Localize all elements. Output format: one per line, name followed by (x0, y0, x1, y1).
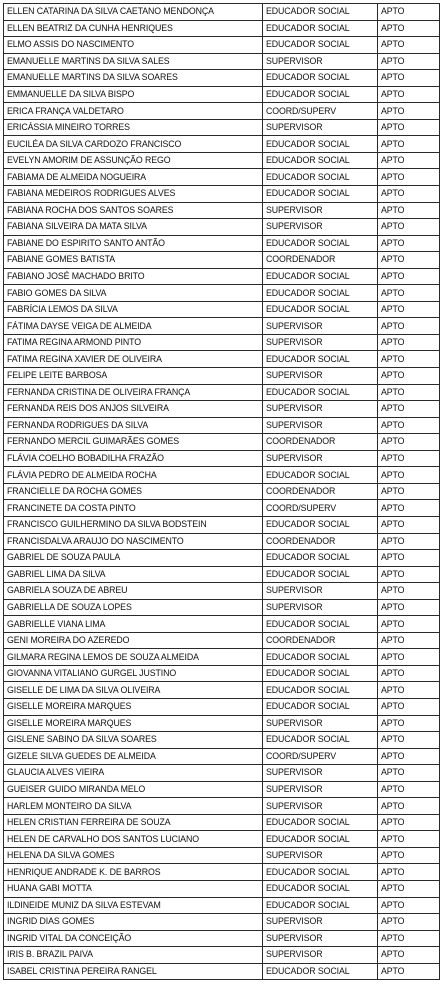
table-row (4, 533, 440, 550)
table-row (4, 252, 440, 269)
role-cell: SUPERVISOR (263, 368, 378, 385)
candidate-name-cell: FABIANE DO ESPIRITO SANTO ANTÃO (4, 235, 263, 252)
role-cell: EDUCADOR SOCIAL (263, 550, 378, 567)
status-cell: APTO (378, 847, 440, 864)
status-cell: APTO (378, 252, 440, 269)
table-row (4, 37, 440, 54)
role-cell: SUPERVISOR (263, 947, 378, 964)
status-cell: APTO (378, 235, 440, 252)
candidate-name-cell: GILMARA REGINA LEMOS DE SOUZA ALMEIDA (4, 649, 263, 666)
candidate-name-cell: FERNANDA REIS DOS ANJOS SILVEIRA (4, 401, 263, 418)
table-row (4, 318, 440, 335)
table-row (4, 583, 440, 600)
candidate-name-cell: EVELYN AMORIM DE ASSUNÇÃO REGO (4, 152, 263, 169)
candidate-name-cell: FABIO GOMES DA SILVA (4, 285, 263, 302)
role-cell: SUPERVISOR (263, 219, 378, 236)
status-cell: APTO (378, 765, 440, 782)
status-cell: APTO (378, 632, 440, 649)
status-cell: APTO (378, 516, 440, 533)
candidate-name-cell: GABRIEL LIMA DA SILVA (4, 566, 263, 583)
role-cell: EDUCADOR SOCIAL (263, 616, 378, 633)
status-cell: APTO (378, 152, 440, 169)
table-row (4, 384, 440, 401)
role-cell: EDUCADOR SOCIAL (263, 897, 378, 914)
status-cell: APTO (378, 351, 440, 368)
table-row (4, 781, 440, 798)
candidate-name-cell: FLÁVIA COELHO BOBADILHA FRAZÃO (4, 450, 263, 467)
status-cell: APTO (378, 417, 440, 434)
table-row (4, 682, 440, 699)
role-cell: SUPERVISOR (263, 401, 378, 418)
status-cell: APTO (378, 914, 440, 931)
candidate-name-cell: ERICA FRANÇA VALDETARO (4, 103, 263, 120)
role-cell: SUPERVISOR (263, 119, 378, 136)
role-cell: SUPERVISOR (263, 765, 378, 782)
candidate-name-cell: EUCILÉA DA SILVA CARDOZO FRANCISCO (4, 136, 263, 153)
role-cell: SUPERVISOR (263, 914, 378, 931)
candidate-name-cell: GIOVANNA VITALIANO GURGEL JUSTINO (4, 665, 263, 682)
candidate-name-cell: ELLEN CATARINA DA SILVA CAETANO MENDONÇA (4, 4, 263, 21)
status-cell: APTO (378, 20, 440, 37)
table-row (4, 930, 440, 947)
candidate-name-cell: HELENA DA SILVA GOMES (4, 847, 263, 864)
status-cell: APTO (378, 616, 440, 633)
status-cell: APTO (378, 483, 440, 500)
status-cell: APTO (378, 880, 440, 897)
candidate-name-cell: FABIAMA DE ALMEIDA NOGUEIRA (4, 169, 263, 186)
candidate-name-cell: ELLEN BEATRIZ DA CUNHA HENRIQUES (4, 20, 263, 37)
candidate-name-cell: FLÁVIA PEDRO DE ALMEIDA ROCHA (4, 467, 263, 484)
table-row (4, 963, 440, 980)
role-cell: COORD/SUPERV (263, 500, 378, 517)
candidate-name-cell: GIZELE SILVA GUEDES DE ALMEIDA (4, 748, 263, 765)
candidate-name-cell: INGRID VITAL DA CONCEIÇÃO (4, 930, 263, 947)
role-cell: SUPERVISOR (263, 417, 378, 434)
candidate-name-cell: FABIANA MEDEIROS RODRIGUES ALVES (4, 186, 263, 203)
table-row (4, 351, 440, 368)
status-cell: APTO (378, 318, 440, 335)
role-cell: EDUCADOR SOCIAL (263, 665, 378, 682)
status-cell: APTO (378, 831, 440, 848)
candidate-name-cell: GABRIELLE VIANA LIMA (4, 616, 263, 633)
candidate-name-cell: EMMANUELLE DA SILVA BISPO (4, 86, 263, 103)
candidate-name-cell: FABIANA SILVEIRA DA MATA SILVA (4, 219, 263, 236)
candidate-name-cell: ISABEL CRISTINA PEREIRA RANGEL (4, 963, 263, 980)
table-row (4, 235, 440, 252)
table-row (4, 500, 440, 517)
candidate-name-cell: FATIMA REGINA ARMOND PINTO (4, 334, 263, 351)
table-row (4, 649, 440, 666)
role-cell: COORDENADOR (263, 632, 378, 649)
role-cell: EDUCADOR SOCIAL (263, 814, 378, 831)
table-row (4, 119, 440, 136)
role-cell: EDUCADOR SOCIAL (263, 301, 378, 318)
table-row (4, 334, 440, 351)
table-row (4, 86, 440, 103)
status-cell: APTO (378, 450, 440, 467)
candidate-name-cell: FELIPE LEITE BARBOSA (4, 368, 263, 385)
role-cell: EDUCADOR SOCIAL (263, 152, 378, 169)
status-cell: APTO (378, 665, 440, 682)
table-row (4, 483, 440, 500)
table-row (4, 516, 440, 533)
role-cell: EDUCADOR SOCIAL (263, 516, 378, 533)
table-row (4, 698, 440, 715)
status-cell: APTO (378, 368, 440, 385)
table-row (4, 20, 440, 37)
candidate-name-cell: FERNANDA CRISTINA DE OLIVEIRA FRANÇA (4, 384, 263, 401)
table-row (4, 417, 440, 434)
status-cell: APTO (378, 401, 440, 418)
table-row (4, 798, 440, 815)
candidate-name-cell: ILDINEIDE MUNIZ DA SILVA ESTEVAM (4, 897, 263, 914)
table-row (4, 566, 440, 583)
candidate-name-cell: FRANCINETE DA COSTA PINTO (4, 500, 263, 517)
candidate-name-cell: GISELLE MOREIRA MARQUES (4, 715, 263, 732)
role-cell: EDUCADOR SOCIAL (263, 169, 378, 186)
status-cell: APTO (378, 550, 440, 567)
status-cell: APTO (378, 533, 440, 550)
candidate-name-cell: FERNANDA RODRIGUES DA SILVA (4, 417, 263, 434)
candidate-name-cell: EMANUELLE MARTINS DA SILVA SALES (4, 53, 263, 70)
candidate-name-cell: FÁTIMA DAYSE VEIGA DE ALMEIDA (4, 318, 263, 335)
table-row (4, 715, 440, 732)
status-cell: APTO (378, 732, 440, 749)
role-cell: COORDENADOR (263, 533, 378, 550)
table-row (4, 368, 440, 385)
role-cell: SUPERVISOR (263, 930, 378, 947)
table-row (4, 136, 440, 153)
role-cell: EDUCADOR SOCIAL (263, 682, 378, 699)
table-row (4, 103, 440, 120)
candidate-name-cell: GISLENE SABINO DA SILVA SOARES (4, 732, 263, 749)
role-cell: SUPERVISOR (263, 599, 378, 616)
role-cell: EDUCADOR SOCIAL (263, 136, 378, 153)
candidate-name-cell: ERICÁSSIA MINEIRO TORRES (4, 119, 263, 136)
candidate-name-cell: FABIANE GOMES BATISTA (4, 252, 263, 269)
role-cell: EDUCADOR SOCIAL (263, 268, 378, 285)
candidate-name-cell: FABRÍCIA LEMOS DA SILVA (4, 301, 263, 318)
role-cell: SUPERVISOR (263, 798, 378, 815)
status-cell: APTO (378, 649, 440, 666)
candidate-name-cell: HENRIQUE ANDRADE K. DE BARROS (4, 864, 263, 881)
table-row (4, 765, 440, 782)
role-cell: COORDENADOR (263, 483, 378, 500)
role-cell: EDUCADOR SOCIAL (263, 467, 378, 484)
candidates-table (3, 3, 440, 980)
status-cell: APTO (378, 37, 440, 54)
status-cell: APTO (378, 334, 440, 351)
status-cell: APTO (378, 136, 440, 153)
table-row (4, 53, 440, 70)
status-cell: APTO (378, 268, 440, 285)
role-cell: EDUCADOR SOCIAL (263, 86, 378, 103)
role-cell: EDUCADOR SOCIAL (263, 864, 378, 881)
role-cell: EDUCADOR SOCIAL (263, 698, 378, 715)
table-row (4, 186, 440, 203)
role-cell: EDUCADOR SOCIAL (263, 732, 378, 749)
status-cell: APTO (378, 500, 440, 517)
role-cell: EDUCADOR SOCIAL (263, 831, 378, 848)
status-cell: APTO (378, 384, 440, 401)
candidate-name-cell: GABRIELA SOUZA DE ABREU (4, 583, 263, 600)
table-row (4, 880, 440, 897)
status-cell: APTO (378, 219, 440, 236)
role-cell: SUPERVISOR (263, 53, 378, 70)
table-row (4, 202, 440, 219)
status-cell: APTO (378, 963, 440, 980)
status-cell: APTO (378, 86, 440, 103)
role-cell: SUPERVISOR (263, 715, 378, 732)
role-cell: SUPERVISOR (263, 450, 378, 467)
role-cell: EDUCADOR SOCIAL (263, 963, 378, 980)
table-row (4, 4, 440, 21)
role-cell: EDUCADOR SOCIAL (263, 37, 378, 54)
table-row (4, 665, 440, 682)
status-cell: APTO (378, 434, 440, 451)
status-cell: APTO (378, 864, 440, 881)
role-cell: EDUCADOR SOCIAL (263, 880, 378, 897)
status-cell: APTO (378, 930, 440, 947)
table-row (4, 301, 440, 318)
status-cell: APTO (378, 467, 440, 484)
role-cell: COORD/SUPERV (263, 103, 378, 120)
table-row (4, 616, 440, 633)
role-cell: COORDENADOR (263, 252, 378, 269)
status-cell: APTO (378, 53, 440, 70)
table-row (4, 897, 440, 914)
status-cell: APTO (378, 682, 440, 699)
table-row (4, 450, 440, 467)
role-cell: SUPERVISOR (263, 583, 378, 600)
table-row (4, 152, 440, 169)
table-row (4, 914, 440, 931)
status-cell: APTO (378, 715, 440, 732)
role-cell: SUPERVISOR (263, 202, 378, 219)
status-cell: APTO (378, 897, 440, 914)
candidate-name-cell: FABIANA ROCHA DOS SANTOS SOARES (4, 202, 263, 219)
role-cell: EDUCADOR SOCIAL (263, 351, 378, 368)
table-row (4, 864, 440, 881)
role-cell: SUPERVISOR (263, 781, 378, 798)
role-cell: EDUCADOR SOCIAL (263, 186, 378, 203)
role-cell: COORD/SUPERV (263, 748, 378, 765)
status-cell: APTO (378, 566, 440, 583)
role-cell: SUPERVISOR (263, 318, 378, 335)
candidate-name-cell: EMANUELLE MARTINS DA SILVA SOARES (4, 70, 263, 87)
table-row (4, 285, 440, 302)
role-cell: EDUCADOR SOCIAL (263, 70, 378, 87)
table-row (4, 748, 440, 765)
candidate-name-cell: FRANCIELLE DA ROCHA GOMES (4, 483, 263, 500)
table-row (4, 947, 440, 964)
candidate-name-cell: HARLEM MONTEIRO DA SILVA (4, 798, 263, 815)
candidate-name-cell: GISELLE MOREIRA MARQUES (4, 698, 263, 715)
table-row (4, 831, 440, 848)
candidate-name-cell: FERNANDO MERCIL GUIMARÃES GOMES (4, 434, 263, 451)
candidate-name-cell: GLAUCIA ALVES VIEIRA (4, 765, 263, 782)
candidate-name-cell: HUANA GABI MOTTA (4, 880, 263, 897)
role-cell: EDUCADOR SOCIAL (263, 649, 378, 666)
candidate-name-cell: IRIS B. BRAZIL PAIVA (4, 947, 263, 964)
candidate-name-cell: GUEISER GUIDO MIRANDA MELO (4, 781, 263, 798)
role-cell: EDUCADOR SOCIAL (263, 20, 378, 37)
status-cell: APTO (378, 285, 440, 302)
table-row (4, 847, 440, 864)
status-cell: APTO (378, 599, 440, 616)
table-row (4, 814, 440, 831)
table-row (4, 434, 440, 451)
role-cell: EDUCADOR SOCIAL (263, 235, 378, 252)
status-cell: APTO (378, 814, 440, 831)
status-cell: APTO (378, 583, 440, 600)
candidate-name-cell: GABRIELLA DE SOUZA LOPES (4, 599, 263, 616)
table-row (4, 219, 440, 236)
results-sheet (3, 3, 439, 980)
candidate-name-cell: GENI MOREIRA DO AZEREDO (4, 632, 263, 649)
candidate-name-cell: INGRID DIAS GOMES (4, 914, 263, 931)
table-row (4, 632, 440, 649)
status-cell: APTO (378, 186, 440, 203)
candidate-name-cell: HELEN CRISTIAN FERREIRA DE SOUZA (4, 814, 263, 831)
status-cell: APTO (378, 798, 440, 815)
table-row (4, 732, 440, 749)
status-cell: APTO (378, 119, 440, 136)
candidate-name-cell: FRANCISCO GUILHERMINO DA SILVA BODSTEIN (4, 516, 263, 533)
candidate-name-cell: FRANCISDALVA ARAUJO DO NASCIMENTO (4, 533, 263, 550)
role-cell: SUPERVISOR (263, 334, 378, 351)
role-cell: EDUCADOR SOCIAL (263, 285, 378, 302)
status-cell: APTO (378, 169, 440, 186)
candidates-table-body (4, 4, 440, 980)
status-cell: APTO (378, 301, 440, 318)
table-row (4, 401, 440, 418)
candidate-name-cell: FABIANO JOSÉ MACHADO BRITO (4, 268, 263, 285)
status-cell: APTO (378, 748, 440, 765)
table-row (4, 70, 440, 87)
table-row (4, 467, 440, 484)
role-cell: EDUCADOR SOCIAL (263, 566, 378, 583)
role-cell: SUPERVISOR (263, 847, 378, 864)
role-cell: COORDENADOR (263, 434, 378, 451)
candidate-name-cell: GISELLE DE LIMA DA SILVA OLIVEIRA (4, 682, 263, 699)
table-row (4, 550, 440, 567)
status-cell: APTO (378, 947, 440, 964)
status-cell: APTO (378, 70, 440, 87)
status-cell: APTO (378, 103, 440, 120)
status-cell: APTO (378, 781, 440, 798)
role-cell: EDUCADOR SOCIAL (263, 384, 378, 401)
candidate-name-cell: GABRIEL DE SOUZA PAULA (4, 550, 263, 567)
table-row (4, 599, 440, 616)
status-cell: APTO (378, 698, 440, 715)
status-cell: APTO (378, 202, 440, 219)
role-cell: EDUCADOR SOCIAL (263, 4, 378, 21)
status-cell: APTO (378, 4, 440, 21)
candidate-name-cell: ELMO ASSIS DO NASCIMENTO (4, 37, 263, 54)
table-row (4, 268, 440, 285)
table-row (4, 169, 440, 186)
candidate-name-cell: FATIMA REGINA XAVIER DE OLIVEIRA (4, 351, 263, 368)
candidate-name-cell: HELEN DE CARVALHO DOS SANTOS LUCIANO (4, 831, 263, 848)
